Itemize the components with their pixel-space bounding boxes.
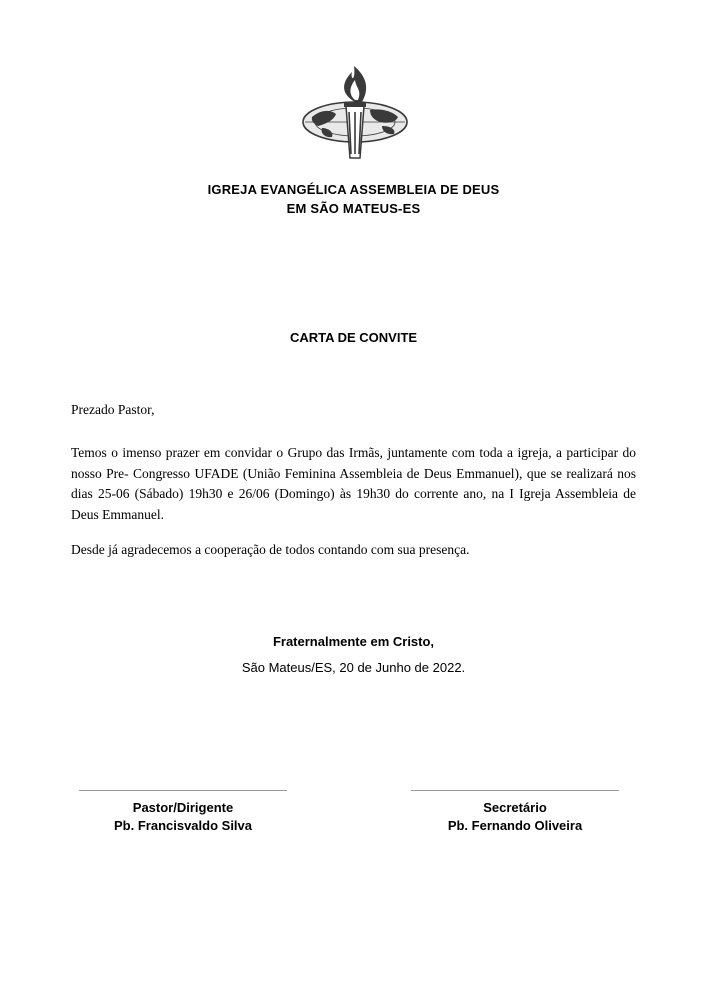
signature-line xyxy=(411,790,619,791)
document-title: CARTA DE CONVITE xyxy=(289,330,418,345)
signature-block-pastor xyxy=(73,790,293,835)
church-name: IGREJA EVANGÉLICA ASSEMBLEIA DE DEUS xyxy=(207,182,500,197)
signature-line xyxy=(79,790,287,791)
signature-role: Secretário xyxy=(483,800,547,815)
place-date: São Mateus/ES, 20 de Junho de 2022. xyxy=(241,660,466,675)
salutation: Prezado Pastor, xyxy=(71,402,155,417)
closing-greeting: Fraternalmente em Cristo, xyxy=(272,634,435,649)
thanks-paragraph: Desde já agradecemos a cooperação de todos contando com sua presença. xyxy=(71,542,470,557)
torch-globe-logo xyxy=(300,62,410,162)
signature-block-secretary xyxy=(405,790,625,835)
church-location: EM SÃO MATEUS-ES xyxy=(286,201,421,216)
signature-name: Pb. Fernando Oliveira xyxy=(447,818,583,833)
signature-name: Pb. Francisvaldo Silva xyxy=(114,818,252,833)
signature-role: Pastor/Dirigente xyxy=(132,800,234,815)
invitation-paragraph: Temos o imenso prazer em convidar o Grupo das Irmãs, juntamente com toda a igreja, a participar do nosso Pre- Congresso UFADE (União Feminina Assembleia de Deus Emmanuel), que se realizará nos dias 25-06 (Sábado) 19h30 e 26/06 (Domingo) às 19h30 do corrente ano, na I Igreja Assembleia de Deus Emmanuel. xyxy=(71,445,636,522)
